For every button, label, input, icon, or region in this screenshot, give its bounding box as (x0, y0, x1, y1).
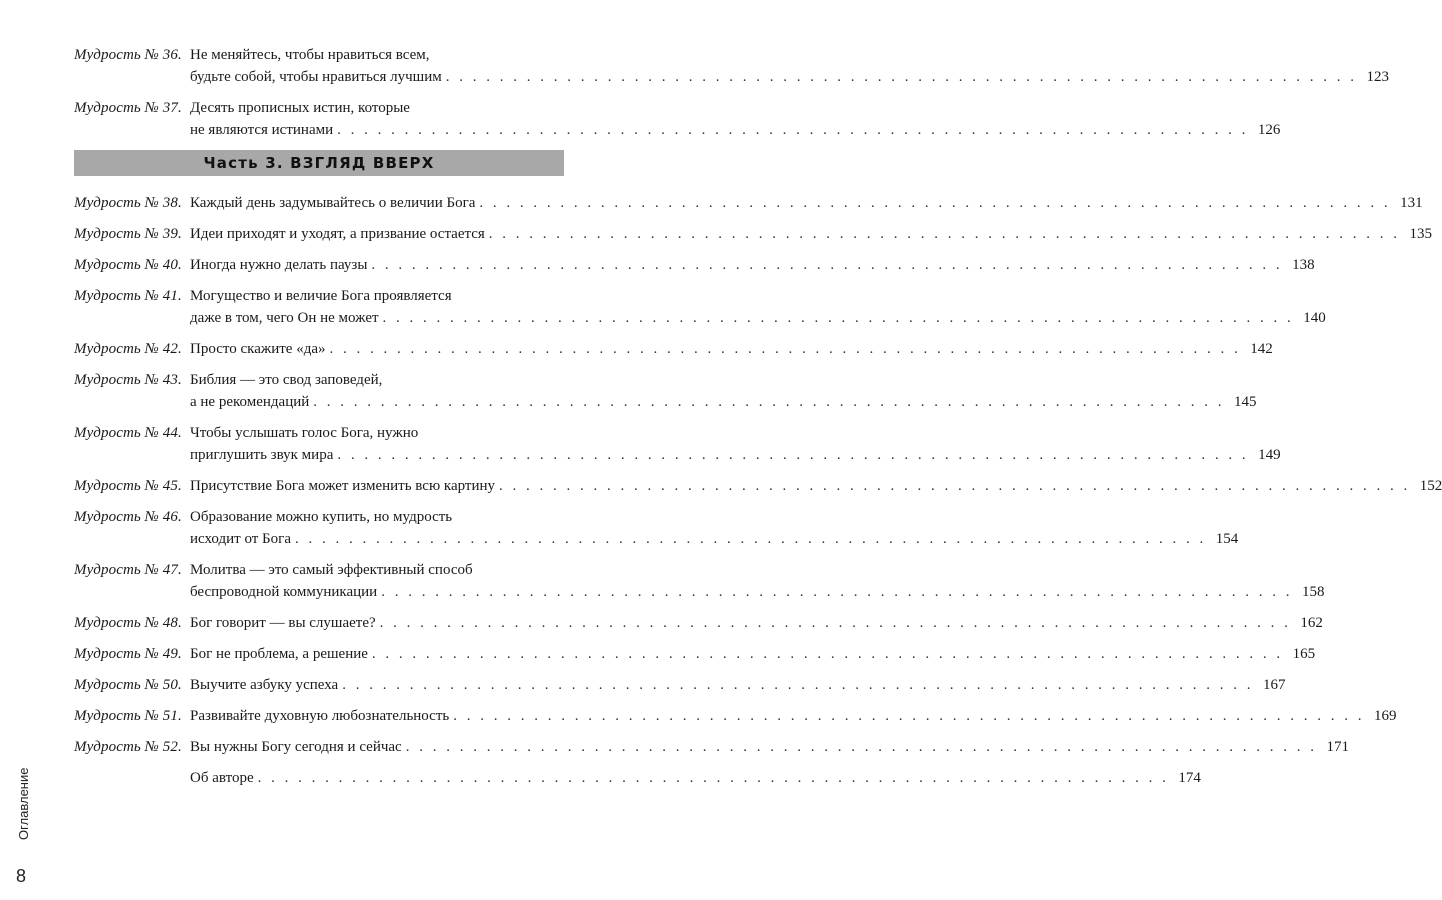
toc-entry-title-line: Библия — это свод заповедей, (190, 372, 383, 388)
toc-entry-title (190, 506, 1238, 550)
toc-entry-last-line (190, 767, 1201, 789)
toc-entry-title-line: Каждый день задумывайтесь о величии Бога (190, 195, 476, 211)
toc-entry-title (190, 44, 1389, 88)
toc-entry-title-line: даже в том, чего Он не может (190, 310, 379, 326)
toc-entry-label: Мудрость № 38. (74, 195, 182, 211)
page-number: 8 (16, 866, 27, 886)
toc-entry-title (190, 767, 1201, 789)
toc-entry-title-line: Развивайте духовную любознательность (190, 708, 450, 724)
toc-entry-last-line (190, 736, 1349, 758)
toc-group-after (74, 192, 1442, 789)
toc-entry-last-line (190, 223, 1432, 245)
toc-entry-title (190, 559, 1324, 603)
dot-leader (446, 66, 1357, 88)
dot-leader (313, 391, 1224, 413)
toc-entry-last-line (190, 612, 1323, 634)
toc-entry-title (190, 223, 1432, 245)
toc-entry-title-line: не являются истинами (190, 122, 334, 138)
toc-group-before (74, 44, 1390, 141)
toc-entry[interactable] (74, 767, 1201, 789)
toc-entry-title-line: а не рекомендаций (190, 394, 310, 410)
toc-entry-last-line (190, 391, 1257, 413)
toc-entry-label: Мудрость № 51. (74, 708, 182, 724)
toc-entry-title-line: Присутствие Бога может изменить всю картину (190, 478, 496, 494)
toc-entry-page-number: 152 (1419, 478, 1442, 494)
toc-entry[interactable] (74, 612, 1323, 634)
toc-entry-title-line: Бог говорит — вы слушаете? (190, 615, 376, 631)
toc-entry-title-line: приглушить звук мира (190, 447, 334, 463)
toc-entry-label: Мудрость № 48. (74, 615, 182, 631)
toc-entry-title (190, 338, 1273, 360)
toc-entry-title (190, 422, 1281, 466)
toc-entry-last-line (190, 705, 1396, 727)
toc-entry[interactable] (74, 97, 1281, 141)
toc-entry-title-line: исходит от Бога (190, 531, 291, 547)
toc-entry-last-line (190, 444, 1281, 466)
toc-entry-page-number: 169 (1373, 708, 1397, 724)
part-heading (74, 150, 564, 176)
toc-entry-label: Мудрость № 47. (74, 562, 182, 578)
toc-entry-title-line: Выучите азбуку успеха (190, 677, 339, 693)
toc-entry-label: Мудрость № 50. (74, 677, 182, 693)
toc-entry-last-line (190, 528, 1238, 550)
toc-entry-page-number: 158 (1301, 584, 1325, 600)
toc-entry-title (190, 705, 1396, 727)
toc-entry-label: Мудрость № 49. (74, 646, 182, 662)
dot-leader (258, 767, 1169, 789)
toc-entry-title-line: Могущество и величие Бога проявляется (190, 288, 452, 304)
toc-entry[interactable] (74, 192, 1423, 214)
running-section-title: Оглавление (16, 767, 31, 840)
toc-entry-page-number: 171 (1326, 739, 1349, 755)
toc-entry-label: Мудрость № 36. (74, 47, 182, 63)
dot-leader (342, 674, 1253, 696)
toc-entry-last-line (190, 254, 1315, 276)
toc-entry-title-line: Просто скажите «да» (190, 341, 326, 357)
toc-entry-last-line (190, 66, 1389, 88)
toc-entry-title-line: Об авторе (190, 770, 254, 786)
toc-entry-page-number: 131 (1400, 195, 1423, 211)
toc-entry-title-line: Вы нужны Богу сегодня и сейчас (190, 739, 402, 755)
toc-entry-page-number: 126 (1257, 122, 1281, 138)
toc-entry-title (190, 612, 1323, 634)
toc-entry-title-line: Чтобы услышать голос Бога, нужно (190, 425, 419, 441)
toc-entry-page-number: 135 (1409, 226, 1433, 242)
toc-entry-page-number: 123 (1366, 69, 1390, 85)
toc-entry-title (190, 369, 1257, 413)
toc-entry-page-number: 145 (1234, 394, 1257, 410)
dot-leader (337, 444, 1248, 466)
toc-entry-last-line (190, 119, 1280, 141)
toc-entry-page-number: 149 (1258, 447, 1281, 463)
toc-entry-last-line (190, 192, 1423, 214)
dot-leader (337, 119, 1248, 141)
toc-entry[interactable] (74, 285, 1326, 329)
toc-entry-last-line (190, 307, 1326, 329)
toc-entry-title (190, 97, 1280, 141)
toc-entry-title-line: беспроводной коммуникации (190, 584, 378, 600)
dot-leader (489, 223, 1400, 245)
toc-entry-last-line (190, 581, 1324, 603)
toc-entry[interactable] (74, 674, 1286, 696)
toc-entry-title (190, 192, 1423, 214)
toc-entry-title (190, 285, 1326, 329)
toc-entry-title (190, 254, 1315, 276)
toc-entry-label: Мудрость № 43. (74, 372, 182, 388)
toc-entry-page-number: 142 (1250, 341, 1273, 357)
toc-entry-label: Мудрость № 39. (74, 226, 182, 242)
toc-entry[interactable] (74, 369, 1257, 413)
toc-entry-title-line: будьте собой, чтобы нравиться лучшим (190, 69, 442, 85)
toc-entry-label: Мудрость № 45. (74, 478, 182, 494)
table-of-contents (74, 44, 1442, 798)
toc-entry-label: Мудрость № 44. (74, 425, 182, 441)
toc-entry-last-line (190, 338, 1273, 360)
toc-entry-title-line: Бог не проблема, а решение (190, 646, 368, 662)
toc-entry-page-number: 162 (1300, 615, 1323, 631)
toc-entry-title (190, 736, 1349, 758)
toc-entry-page-number: 165 (1292, 646, 1316, 662)
toc-entry-label: Мудрость № 42. (74, 341, 182, 357)
dot-leader (381, 581, 1292, 603)
toc-entry[interactable] (74, 338, 1273, 360)
toc-entry-last-line (190, 643, 1315, 665)
dot-leader (406, 736, 1317, 758)
toc-entry[interactable] (74, 506, 1239, 550)
toc-entry-label: Мудрость № 46. (74, 509, 182, 525)
toc-entry-page-number: 154 (1215, 531, 1239, 547)
toc-entry[interactable] (74, 475, 1442, 497)
toc-entry-label: Мудрость № 37. (74, 100, 182, 116)
toc-entry-last-line (190, 475, 1442, 497)
toc-entry[interactable] (74, 559, 1325, 603)
dot-leader (295, 528, 1206, 550)
toc-entry[interactable] (74, 254, 1315, 276)
toc-entry-label: Мудрость № 41. (74, 288, 182, 304)
toc-entry-label: Мудрость № 40. (74, 257, 182, 273)
toc-entry-page-number: 138 (1292, 257, 1315, 273)
toc-entry-title-line: Иногда нужно делать паузы (190, 257, 368, 273)
toc-entry[interactable] (74, 705, 1397, 727)
toc-entry-page-number: 167 (1262, 677, 1286, 693)
dot-leader (372, 643, 1283, 665)
toc-entry[interactable] (74, 44, 1390, 88)
toc-entry-title (190, 475, 1442, 497)
toc-entry-title-line: Образование можно купить, но мудрость (190, 509, 453, 525)
toc-entry-title-line: Десять прописных истин, которые (190, 100, 410, 116)
toc-entry-title (190, 674, 1285, 696)
toc-entry-page-number: 174 (1178, 770, 1201, 786)
dot-leader (499, 475, 1410, 497)
toc-entry[interactable] (74, 223, 1433, 245)
dot-leader (371, 254, 1282, 276)
dot-leader (383, 307, 1294, 329)
toc-entry-title-line: Не меняйтесь, чтобы нравиться всем, (190, 47, 430, 63)
toc-entry[interactable] (74, 643, 1316, 665)
dot-leader (330, 338, 1241, 360)
toc-entry[interactable] (74, 736, 1349, 758)
dot-leader (479, 192, 1390, 214)
toc-entry-label: Мудрость № 52. (74, 739, 182, 755)
toc-entry[interactable] (74, 422, 1281, 466)
toc-entry-title-line: Молитва — это самый эффективный способ (190, 562, 473, 578)
toc-entry-title-line: Идеи приходят и уходят, а призвание остается (190, 226, 485, 242)
dot-leader (453, 705, 1364, 727)
toc-entry-last-line (190, 674, 1285, 696)
dot-leader (380, 612, 1291, 634)
toc-entry-page-number: 140 (1303, 310, 1326, 326)
part-heading-text: Часть 3. ВЗГЛЯД ВВЕРХ (203, 154, 435, 172)
toc-entry-title (190, 643, 1315, 665)
